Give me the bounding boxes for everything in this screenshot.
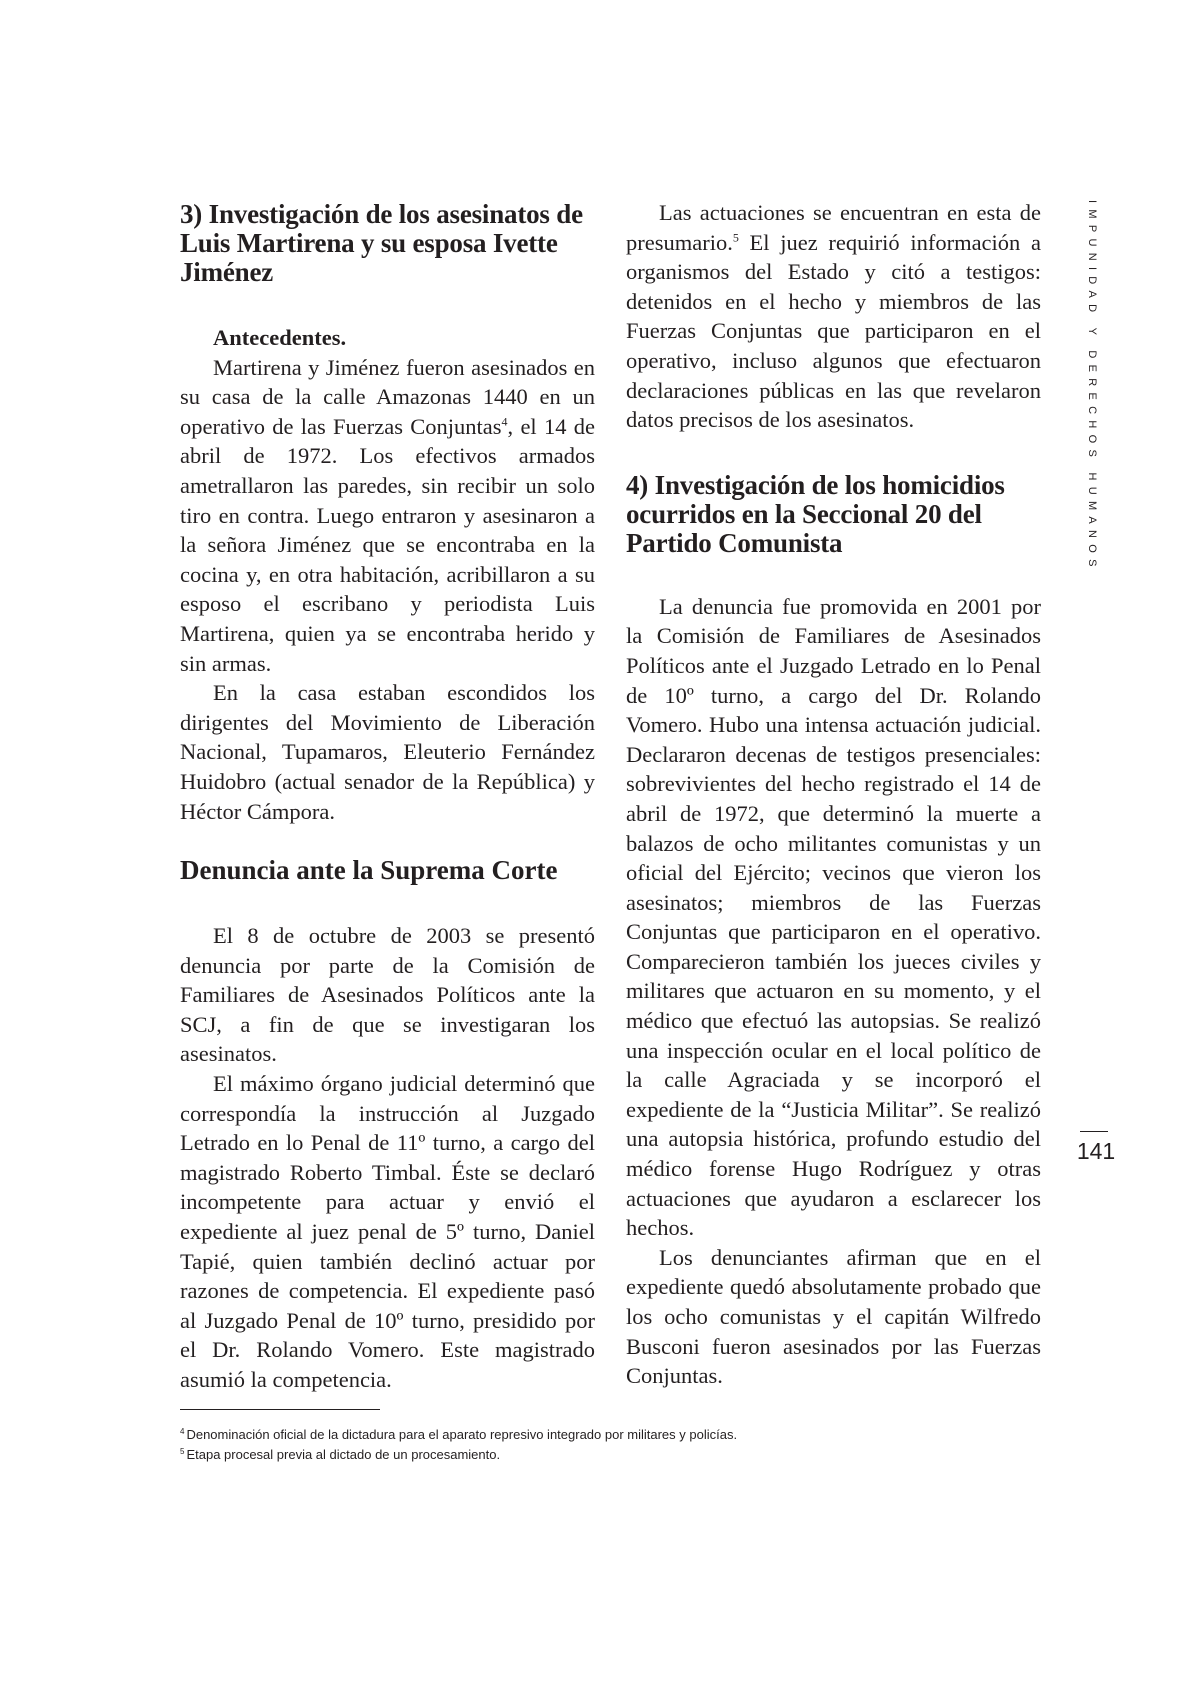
footnote-rule <box>180 1409 380 1410</box>
paragraph: Los denunciantes afirman que en el expediente quedó absolutamente probado que los ocho comunistas y el capitán Wilfredo Busconi fueron asesinados por las Fuerzas Conjuntas. <box>626 1244 1041 1389</box>
section-3-title: 3) Investigación de los asesinatos de Luis Martirena y su esposa Ivette Jiménez <box>180 199 583 287</box>
footnote <box>180 1425 880 1445</box>
page-number: 141 <box>1076 1138 1116 1164</box>
footnote-mark: 5 <box>180 1446 185 1456</box>
paragraph: La denuncia fue promovida en 2001 por la Comisión de Familiares de Asesinados Políticos ante el Juzgado Letrado en lo Penal de 10º turno, a cargo del Dr. Rolando Vomero. Hubo una intensa actuación judicial. Declararon decenas de testigos presenciales: sobrevivientes del hecho registrado el 14 de abril de 1972, que determinó la muerte a balazos de ocho militantes comunistas y un oficial del Ejército; vecinos que vieron los asesinatos; miembros de las Fuerzas Conjuntas que participaron en el operativo. Comparecieron también los jueces civiles y militares que actuaron en su momento, y el médico que efectuó las autopsias. Se realizó una inspección ocular en el local político de la calle Agraciada y se incorporó el expediente de la “Justicia Militar”. Se realizó una autopsia histórica, profundo estudio del médico forense Hugo Rodríguez y otras actuaciones que ayudaron a esclarecer los hechos. <box>626 593 1041 1241</box>
paragraph: El 8 de octubre de 2003 se presentó denuncia por parte de la Comisión de Familiares de Asesinados Políticos ante la SCJ, a fin de que se investigaran los asesinatos. <box>180 923 595 1067</box>
paragraph-text: , el 14 de abril de 1972. Los efectivos armados ametrallaron las paredes, sin recibir un solo tiro en contra. Luego entraron y asesinaron a la señora Jiménez que se encontraba en la cocina y, en otra habitación, acribillaron a su esposo el escribano y periodista Luis Martirena, quien ya se encontraba herido y sin armas. <box>180 413 595 676</box>
footnote-ref-4[interactable]: 4 <box>501 414 508 429</box>
paragraph <box>180 353 595 679</box>
paragraph-text: Las actuaciones se encuentran en esta de presumario. <box>626 200 1041 255</box>
footnote-ref-5[interactable]: 5 <box>732 230 739 245</box>
right-column <box>626 198 1041 1391</box>
footnote-text: Denominación oficial de la dictadura para el aparato represivo integrado por militares y policías. <box>186 1427 738 1442</box>
footnotes <box>180 1425 880 1465</box>
footnote-mark: 4 <box>180 1426 185 1436</box>
section-4-title: 4) Investigación de los homicidios ocurridos en la Seccional 20 del Partido Comunista <box>626 469 1005 558</box>
paragraph <box>626 198 1041 435</box>
page-number-rule <box>1080 1131 1108 1132</box>
paragraph: El máximo órgano judicial determinó que correspondía la instrucción al Juzgado Letrado en lo Penal de 11º turno, a cargo del magistrado Roberto Timbal. Éste se declaró incompetente para actuar y envió el expediente al juez penal de 5º turno, Daniel Tapié, quien también declinó actuar por razones de competencia. El expediente pasó al Juzgado Penal de 10º turno, presidido por el Dr. Rolando Vomero. Este magistrado asumió la competencia. <box>180 1071 595 1392</box>
antecedentes-heading: Antecedentes. <box>213 325 347 350</box>
running-head: IMPUNIDAD Y DERECHOS HUMANOS <box>1086 200 1098 573</box>
denuncia-heading: Denuncia ante la Suprema Corte <box>180 855 558 886</box>
paragraph: En la casa estaban escondidos los dirigentes del Movimiento de Liberación Nacional, Tupamaros, Eleuterio Fernández Huidobro (actual senador de la República) y Héctor Cámpora. <box>180 680 595 824</box>
footnote <box>180 1445 880 1465</box>
paragraph-text: Martirena y Jiménez fueron asesinados en su casa de la calle Amazonas 1440 en un operativo de las Fuerzas Conjuntas <box>180 354 595 439</box>
left-column <box>180 200 595 1395</box>
footnote-text: Etapa procesal previa al dictado de un procesamiento. <box>186 1447 501 1462</box>
paragraph-text: El juez requirió información a organismos del Estado y citó a testigos: detenidos en el hecho y miembros de las Fuerzas Conjuntas que participaron en el operativo, incluso algunos que efectuaron declaraciones públicas en las que revelaron datos precisos de los asesinatos. <box>626 229 1041 433</box>
